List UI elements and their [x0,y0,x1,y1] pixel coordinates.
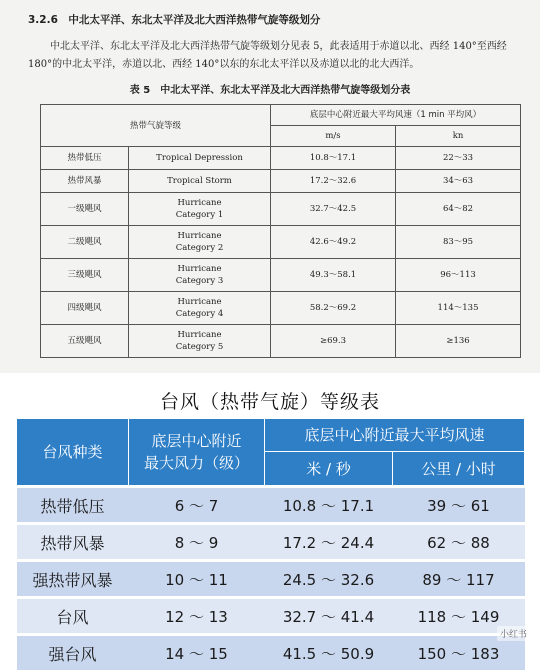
table-row [17,561,525,598]
grade-en [129,147,271,170]
speed-kn: ≥136 [396,325,521,358]
grade-cn: 五级飓风 [41,325,129,358]
grade-en-line1: Hurricane [177,330,221,340]
table-row [17,487,525,524]
grade-en [129,259,271,292]
header-max-force-line1: 底层中心附近 [151,432,241,450]
typhoon-type: 强台风 [17,635,129,670]
speed-mps: 24.5 ～ 32.6 [265,561,393,598]
speed-kn: 22～33 [396,147,521,170]
header-unit-kn: kn [396,126,521,147]
grade-cn: 热带风暴 [41,170,129,193]
grade-en-line2: Category 1 [176,210,224,220]
typhoon-type: 热带风暴 [17,524,129,561]
grade-cn: 一级飓风 [41,193,129,226]
typhoon-grade-table [16,418,525,670]
grade-en-line1: Hurricane [177,297,221,307]
table-row [17,524,525,561]
grade-en-line2: Category 4 [176,309,224,319]
standard-classification-table [40,104,521,358]
speed-kmh: 89 ～ 117 [393,561,525,598]
table-row [17,598,525,635]
grade-cn: 二级飓风 [41,226,129,259]
grade-en-line1: Tropical Storm [167,176,232,186]
max-force: 12 ～ 13 [129,598,265,635]
speed-kmh: 62 ～ 88 [393,524,525,561]
speed-kn: 96～113 [396,259,521,292]
speed-ms: 42.6～49.2 [271,226,396,259]
grade-en-line2: Category 3 [176,276,224,286]
grade-en [129,226,271,259]
grade-en-line1: Hurricane [177,231,221,241]
max-force: 10 ～ 11 [129,561,265,598]
table-row [41,325,521,358]
table-row [41,226,521,259]
table-caption: 表 5 中北太平洋、东北太平洋及北大西洋热带气旋等级划分表 [0,81,540,96]
speed-kn: 83～95 [396,226,521,259]
typhoon-type: 台风 [17,598,129,635]
table-row [41,170,521,193]
table-row [41,292,521,325]
speed-ms: ≥69.3 [271,325,396,358]
max-force: 8 ～ 9 [129,524,265,561]
table-row [17,635,525,670]
speed-kmh: 39 ～ 61 [393,487,525,524]
speed-kmh: 118 ～ 149 [393,598,525,635]
speed-mps: 32.7 ～ 41.4 [265,598,393,635]
grade-en-line1: Hurricane [177,198,221,208]
grade-en-line2: Category 5 [176,342,224,352]
max-force: 6 ～ 7 [129,487,265,524]
header-unit-kmh: 公里 / 小时 [393,452,525,487]
speed-ms: 58.2～69.2 [271,292,396,325]
grade-en [129,325,271,358]
header-grade: 热带气旋等级 [41,105,271,147]
header-typhoon-type: 台风种类 [17,419,129,487]
speed-mps: 17.2 ～ 24.4 [265,524,393,561]
header-unit-ms: m/s [271,126,396,147]
typhoon-type: 热带低压 [17,487,129,524]
speed-ms: 32.7～42.5 [271,193,396,226]
grade-en-line1: Hurricane [177,264,221,274]
header-max-force-line2: 最大风力（级） [144,454,249,472]
typhoon-type: 强热带风暴 [17,561,129,598]
speed-kn: 34～63 [396,170,521,193]
section-paragraph: 中北太平洋、东北太平洋及北大西洋热带气旋等级划分见表 5，此表适用于赤道以北、西经 140°至西经 180°的中北太平洋，赤道以北、西经 140°以东的东北太平洋以及赤道以北的北大西洋。 [28,38,523,74]
header-wind: 底层中心附近最大平均风速（1 min 平均风） [271,105,521,126]
speed-ms: 10.8～17.1 [271,147,396,170]
grade-cn: 热带低压 [41,147,129,170]
typhoon-table-title: 台风（热带气旋）等级表 [0,387,540,414]
max-force: 14 ～ 15 [129,635,265,670]
grade-en-line1: Tropical Depression [156,153,243,163]
table-row [41,147,521,170]
table-row [41,193,521,226]
header-max-speed: 底层中心附近最大平均风速 [265,419,525,452]
header-unit-mps: 米 / 秒 [265,452,393,487]
speed-mps: 10.8 ～ 17.1 [265,487,393,524]
watermark-logo: 小红书 [497,626,530,641]
speed-mps: 41.5 ～ 50.9 [265,635,393,670]
speed-ms: 49.3～58.1 [271,259,396,292]
grade-cn: 三级飓风 [41,259,129,292]
speed-kn: 114～135 [396,292,521,325]
grade-cn: 四级飓风 [41,292,129,325]
table-row [41,259,521,292]
speed-kmh: 150 ～ 183 [393,635,525,670]
section-title: 3.2.6 中北太平洋、东北太平洋及北大西洋热带气旋等级划分 [28,12,320,27]
grade-en [129,292,271,325]
speed-kn: 64～82 [396,193,521,226]
header-max-force [129,419,265,487]
grade-en [129,193,271,226]
speed-ms: 17.2～32.6 [271,170,396,193]
grade-en [129,170,271,193]
grade-en-line2: Category 2 [176,243,224,253]
